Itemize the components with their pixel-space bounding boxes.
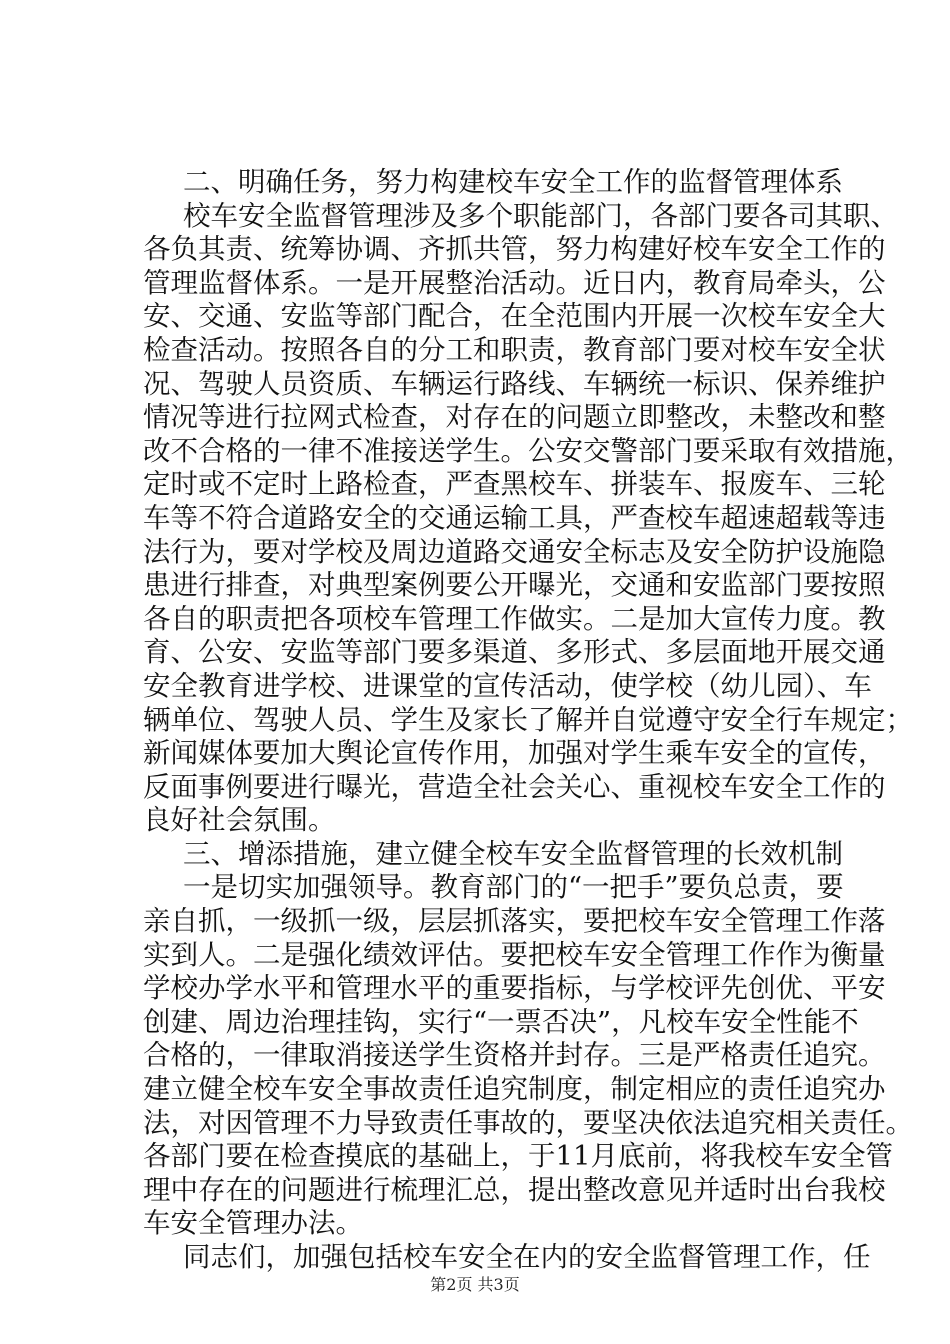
text-line: 合格的，一律取消接送学生资格并封存。三是严格责任追究。 — [143, 1039, 886, 1072]
text-line: 情况等进行拉网式检查，对存在的问题立即整改，未整改和整 — [143, 401, 886, 434]
text-line: 定时或不定时上路检查，严查黑校车、拼装车、报废车、三轮 — [143, 468, 886, 501]
text-line: 况、驾驶人员资质、车辆运行路线、车辆统一标识、保养维护 — [143, 367, 886, 400]
text-line: 法行为，要对学校及周边道路交通安全标志及安全防护设施隐 — [143, 535, 886, 568]
text-line: 安、交通、安监等部门配合，在全范围内开展一次校车安全大 — [143, 300, 886, 333]
document-body — [143, 166, 913, 1275]
text-line: 新闻媒体要加大舆论宣传作用，加强对学生乘车安全的宣传， — [143, 737, 886, 770]
page-number-label: 第2页 共3页 — [430, 1275, 520, 1294]
text-line: 建立健全校车安全事故责任追究制度，制定相应的责任追究办 — [143, 1073, 886, 1106]
page-footer — [0, 1275, 950, 1295]
text-line: 辆单位、驾驶人员、学生及家长了解并自觉遵守安全行车规定； — [143, 703, 913, 736]
text-line: 三、增添措施，建立健全校车安全监督管理的长效机制 — [183, 837, 843, 870]
text-line: 各负其责、统筹协调、齐抓共管，努力构建好校车安全工作的 — [143, 233, 886, 266]
text-line: 校车安全监督管理涉及多个职能部门，各部门要各司其职、 — [183, 199, 898, 232]
text-line: 良好社会氛围。 — [143, 804, 336, 837]
text-line: 车安全管理办法。 — [143, 1207, 363, 1240]
text-line: 实到人。二是强化绩效评估。要把校车安全管理工作作为衡量 — [143, 938, 886, 971]
text-line: 各部门要在检查摸底的基础上，于11月底前，将我校车安全管 — [143, 1140, 893, 1173]
text-line: 同志们，加强包括校车安全在内的安全监督管理工作，任 — [183, 1241, 871, 1273]
text-line: 亲自抓，一级抓一级，层层抓落实，要把校车安全管理工作落 — [143, 905, 886, 938]
text-line: 创建、周边治理挂钩，实行“一票否决”，凡校车安全性能不 — [143, 1005, 859, 1038]
text-line: 检查活动。按照各自的分工和职责，教育部门要对校车安全状 — [143, 333, 886, 366]
text-line: 改不合格的一律不准接送学生。公安交警部门要采取有效措施， — [143, 434, 913, 467]
text-line: 车等不符合道路安全的交通运输工具，严查校车超速超载等违 — [143, 501, 886, 534]
text-line: 安全教育进学校、进课堂的宣传活动，使学校（幼儿园）、车 — [143, 669, 872, 702]
text-line: 管理监督体系。一是开展整治活动。近日内，教育局牵头，公 — [143, 266, 886, 299]
text-line: 一是切实加强领导。教育部门的“一把手”要负总责，要 — [183, 871, 844, 904]
text-line: 法，对因管理不力导致责任事故的，要坚决依法追究相关责任。 — [143, 1106, 913, 1139]
text-line: 学校办学水平和管理水平的重要指标，与学校评先创优、平安 — [143, 972, 886, 1005]
text-line: 反面事例要进行曝光，营造全社会关心、重视校车安全工作的 — [143, 770, 886, 803]
text-line: 各自的职责把各项校车管理工作做实。二是加大宣传力度。教 — [143, 602, 886, 635]
text-line: 患进行排查，对典型案例要公开曝光，交通和安监部门要按照 — [143, 569, 886, 602]
text-line: 理中存在的问题进行梳理汇总，提出整改意见并适时出台我校 — [143, 1173, 886, 1206]
text-line: 二、明确任务，努力构建校车安全工作的监督管理体系 — [183, 166, 843, 198]
text-line: 育、公安、安监等部门要多渠道、多形式、多层面地开展交通 — [143, 636, 886, 669]
